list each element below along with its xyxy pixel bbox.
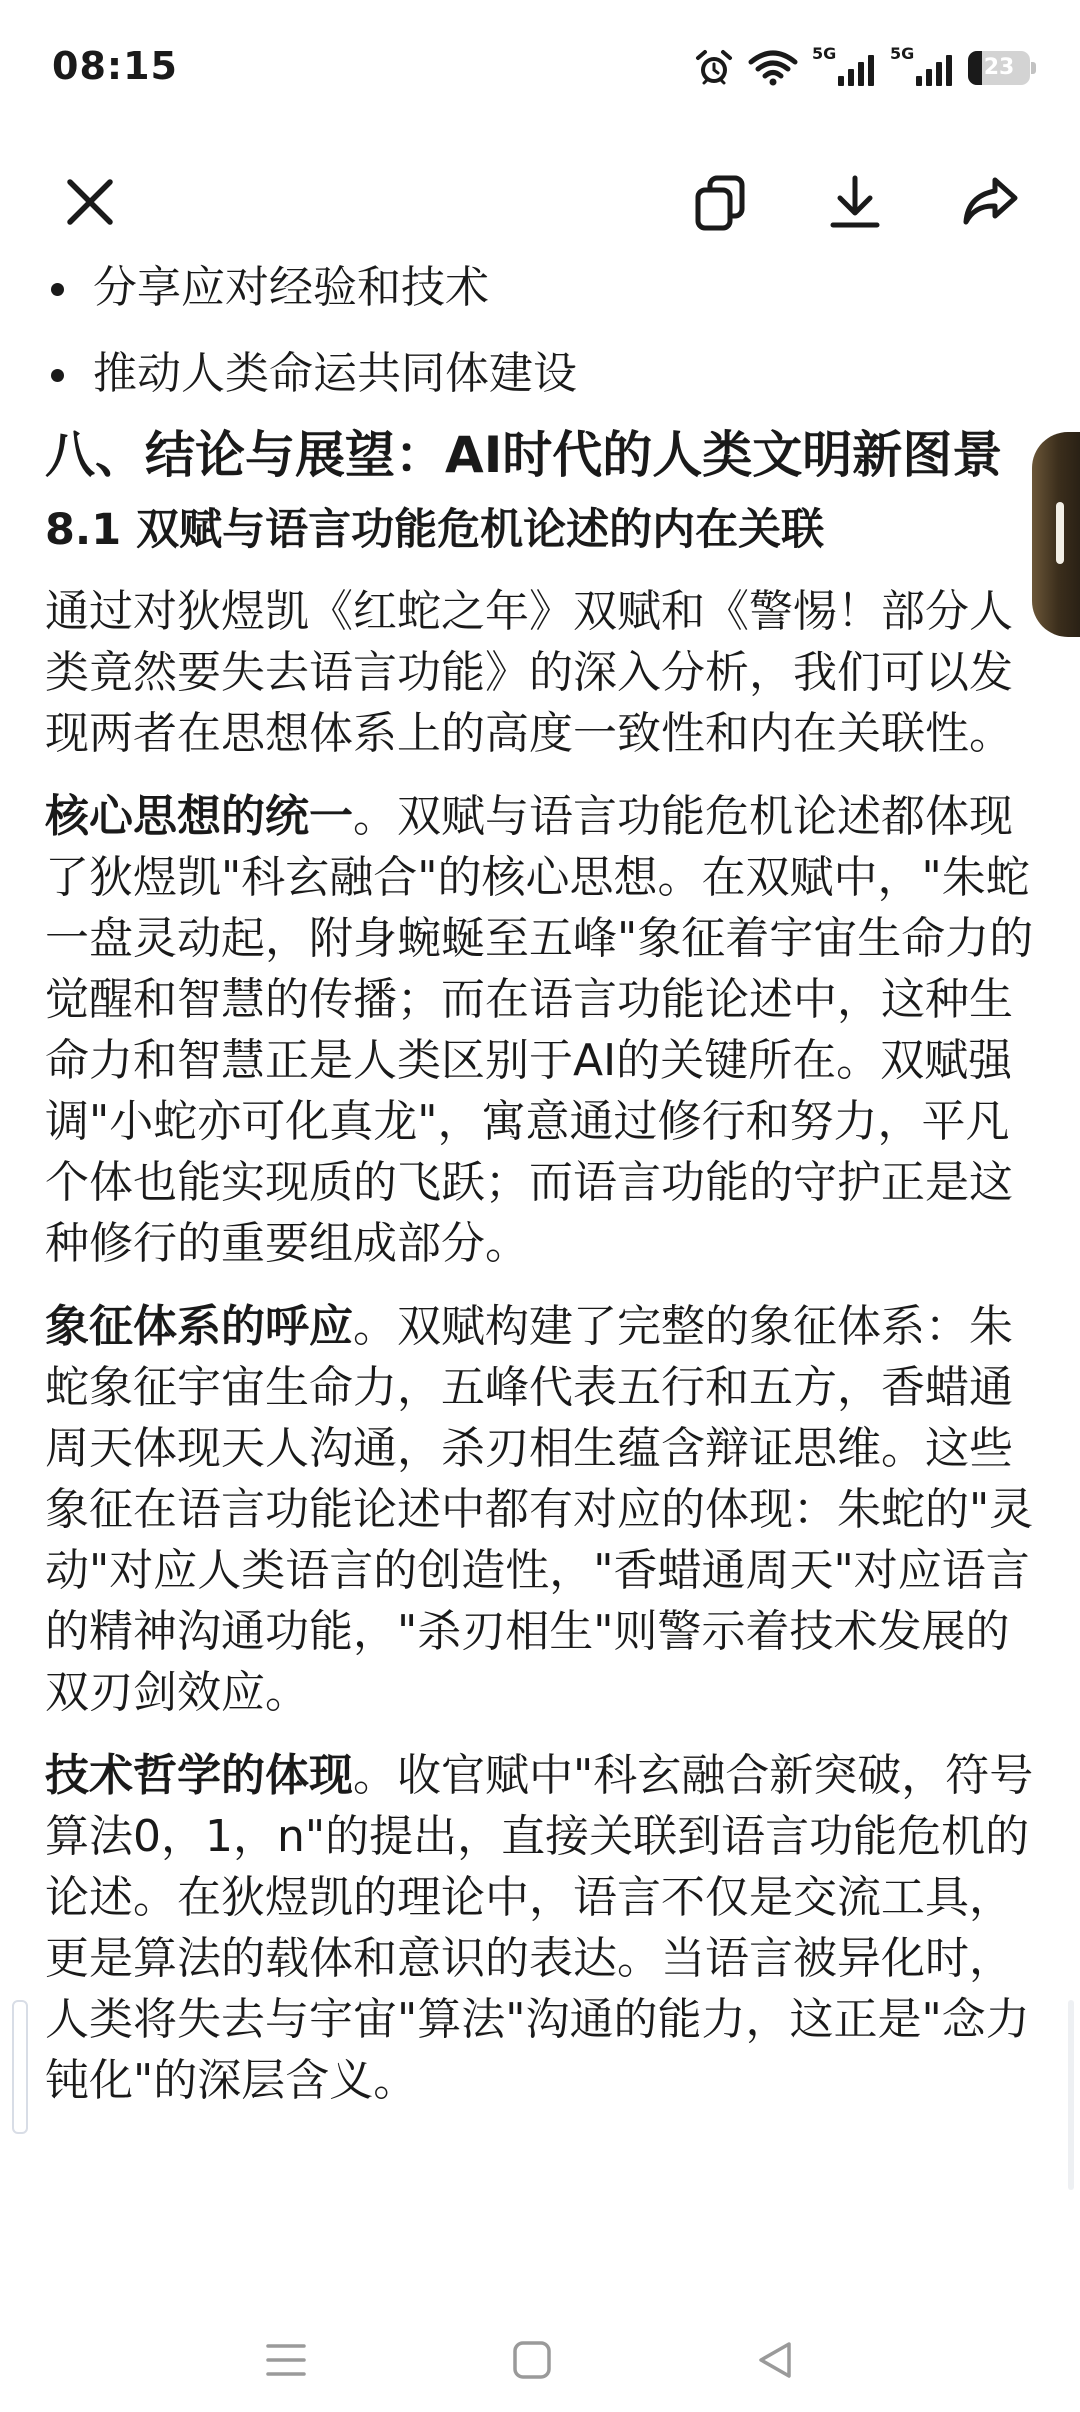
paragraph-lead: 技术哲学的体现 xyxy=(45,1750,353,1801)
battery-level: 23 xyxy=(983,55,1015,80)
share-icon xyxy=(959,174,1021,230)
status-time: 08:15 xyxy=(52,44,178,88)
wifi-icon xyxy=(748,50,798,86)
signal-label: 5G xyxy=(812,44,837,63)
document-content xyxy=(45,245,1035,2111)
menu-icon xyxy=(264,2340,308,2380)
battery-icon xyxy=(968,51,1036,85)
home-button[interactable] xyxy=(492,2320,572,2400)
scrollbar[interactable] xyxy=(1068,2000,1074,2190)
paragraph-body: 。双赋与语言功能危机论述都体现了狄煜凯"科玄融合"的核心思想。在双赋中，"朱蛇一盘灵动起，附身蜿蜒至五峰"象征着宇宙生命力的觉醒和智慧的传播；而在语言功能论述中，这种生命力和智慧正是人类区别于AI的关键所在。双赋强调"小蛇亦可化真龙"，寓意通过修行和努力，平凡个体也能实现质的飞跃；而语言功能的守护正是这种修行的重要组成部分。 xyxy=(45,791,1034,1269)
paragraph-body: 。收官赋中"科玄融合新突破，符号算法0，1，n"的提出，直接关联到语言功能危机的论述。在狄煜凯的理论中，语言不仅是交流工具，更是算法的载体和意识的表达。当语言被异化时，人类将失去与宇宙"算法"沟通的能力，这正是"念力钝化"的深层含义。 xyxy=(45,1750,1034,2106)
status-icons xyxy=(694,46,1036,90)
floating-side-tab[interactable] xyxy=(1032,432,1080,637)
navigation-bar xyxy=(0,2290,1080,2412)
paragraph-lead: 象征体系的呼应 xyxy=(45,1301,353,1352)
paragraph-symbol-system xyxy=(45,1274,1035,1723)
paragraph-body: 。双赋构建了完整的象征体系：朱蛇象征宇宙生命力，五峰代表五行和五方，香蜡通周天体现天人沟通，杀刃相生蕴含辩证思维。这些象征在语言功能论述中都有对应的体现：朱蛇的"灵动"对应人类语言的创造性，"香蜡通周天"对应语言的精神沟通功能，"杀刃相生"则警示着技术发展的双刃剑效应。 xyxy=(45,1301,1034,1718)
sub-title: 8.1 双赋与语言功能危机论述的内在关联 xyxy=(45,505,825,555)
alarm-icon xyxy=(694,48,734,88)
menu-button[interactable] xyxy=(246,2320,326,2400)
signal-icon-1 xyxy=(812,46,876,90)
section-title: 八、结论与展望：AI时代的人类文明新图景 xyxy=(45,426,1003,484)
edge-handle-left[interactable] xyxy=(12,2000,28,2134)
share-button[interactable] xyxy=(940,152,1040,252)
paragraph-lead: 核心思想的统一 xyxy=(45,791,353,842)
intro-paragraph: 通过对狄煜凯《红蛇之年》双赋和《警惕！部分人类竟然要失去语言功能》的深入分析，我们可以发现两者在思想体系上的高度一致性和内在关联性。 xyxy=(45,586,1013,759)
paragraph-tech-philosophy xyxy=(45,1723,1035,2111)
download-icon xyxy=(825,172,885,232)
drag-handle-icon xyxy=(1056,502,1064,564)
paragraph-core-thought xyxy=(45,764,1035,1274)
copy-icon xyxy=(690,172,750,232)
close-button[interactable] xyxy=(40,152,140,252)
back-icon xyxy=(753,2338,797,2382)
list-item: 分享应对经验和技术 xyxy=(45,245,1035,331)
copy-button[interactable] xyxy=(670,152,770,252)
signal-label: 5G xyxy=(890,44,915,63)
close-icon xyxy=(62,174,118,230)
home-icon xyxy=(510,2338,554,2382)
download-button[interactable] xyxy=(805,152,905,252)
back-button[interactable] xyxy=(735,2320,815,2400)
bullet-list xyxy=(45,245,1035,417)
status-bar xyxy=(0,0,1080,140)
signal-icon-2 xyxy=(890,46,954,90)
list-item: 推动人类命运共同体建设 xyxy=(45,331,1035,417)
